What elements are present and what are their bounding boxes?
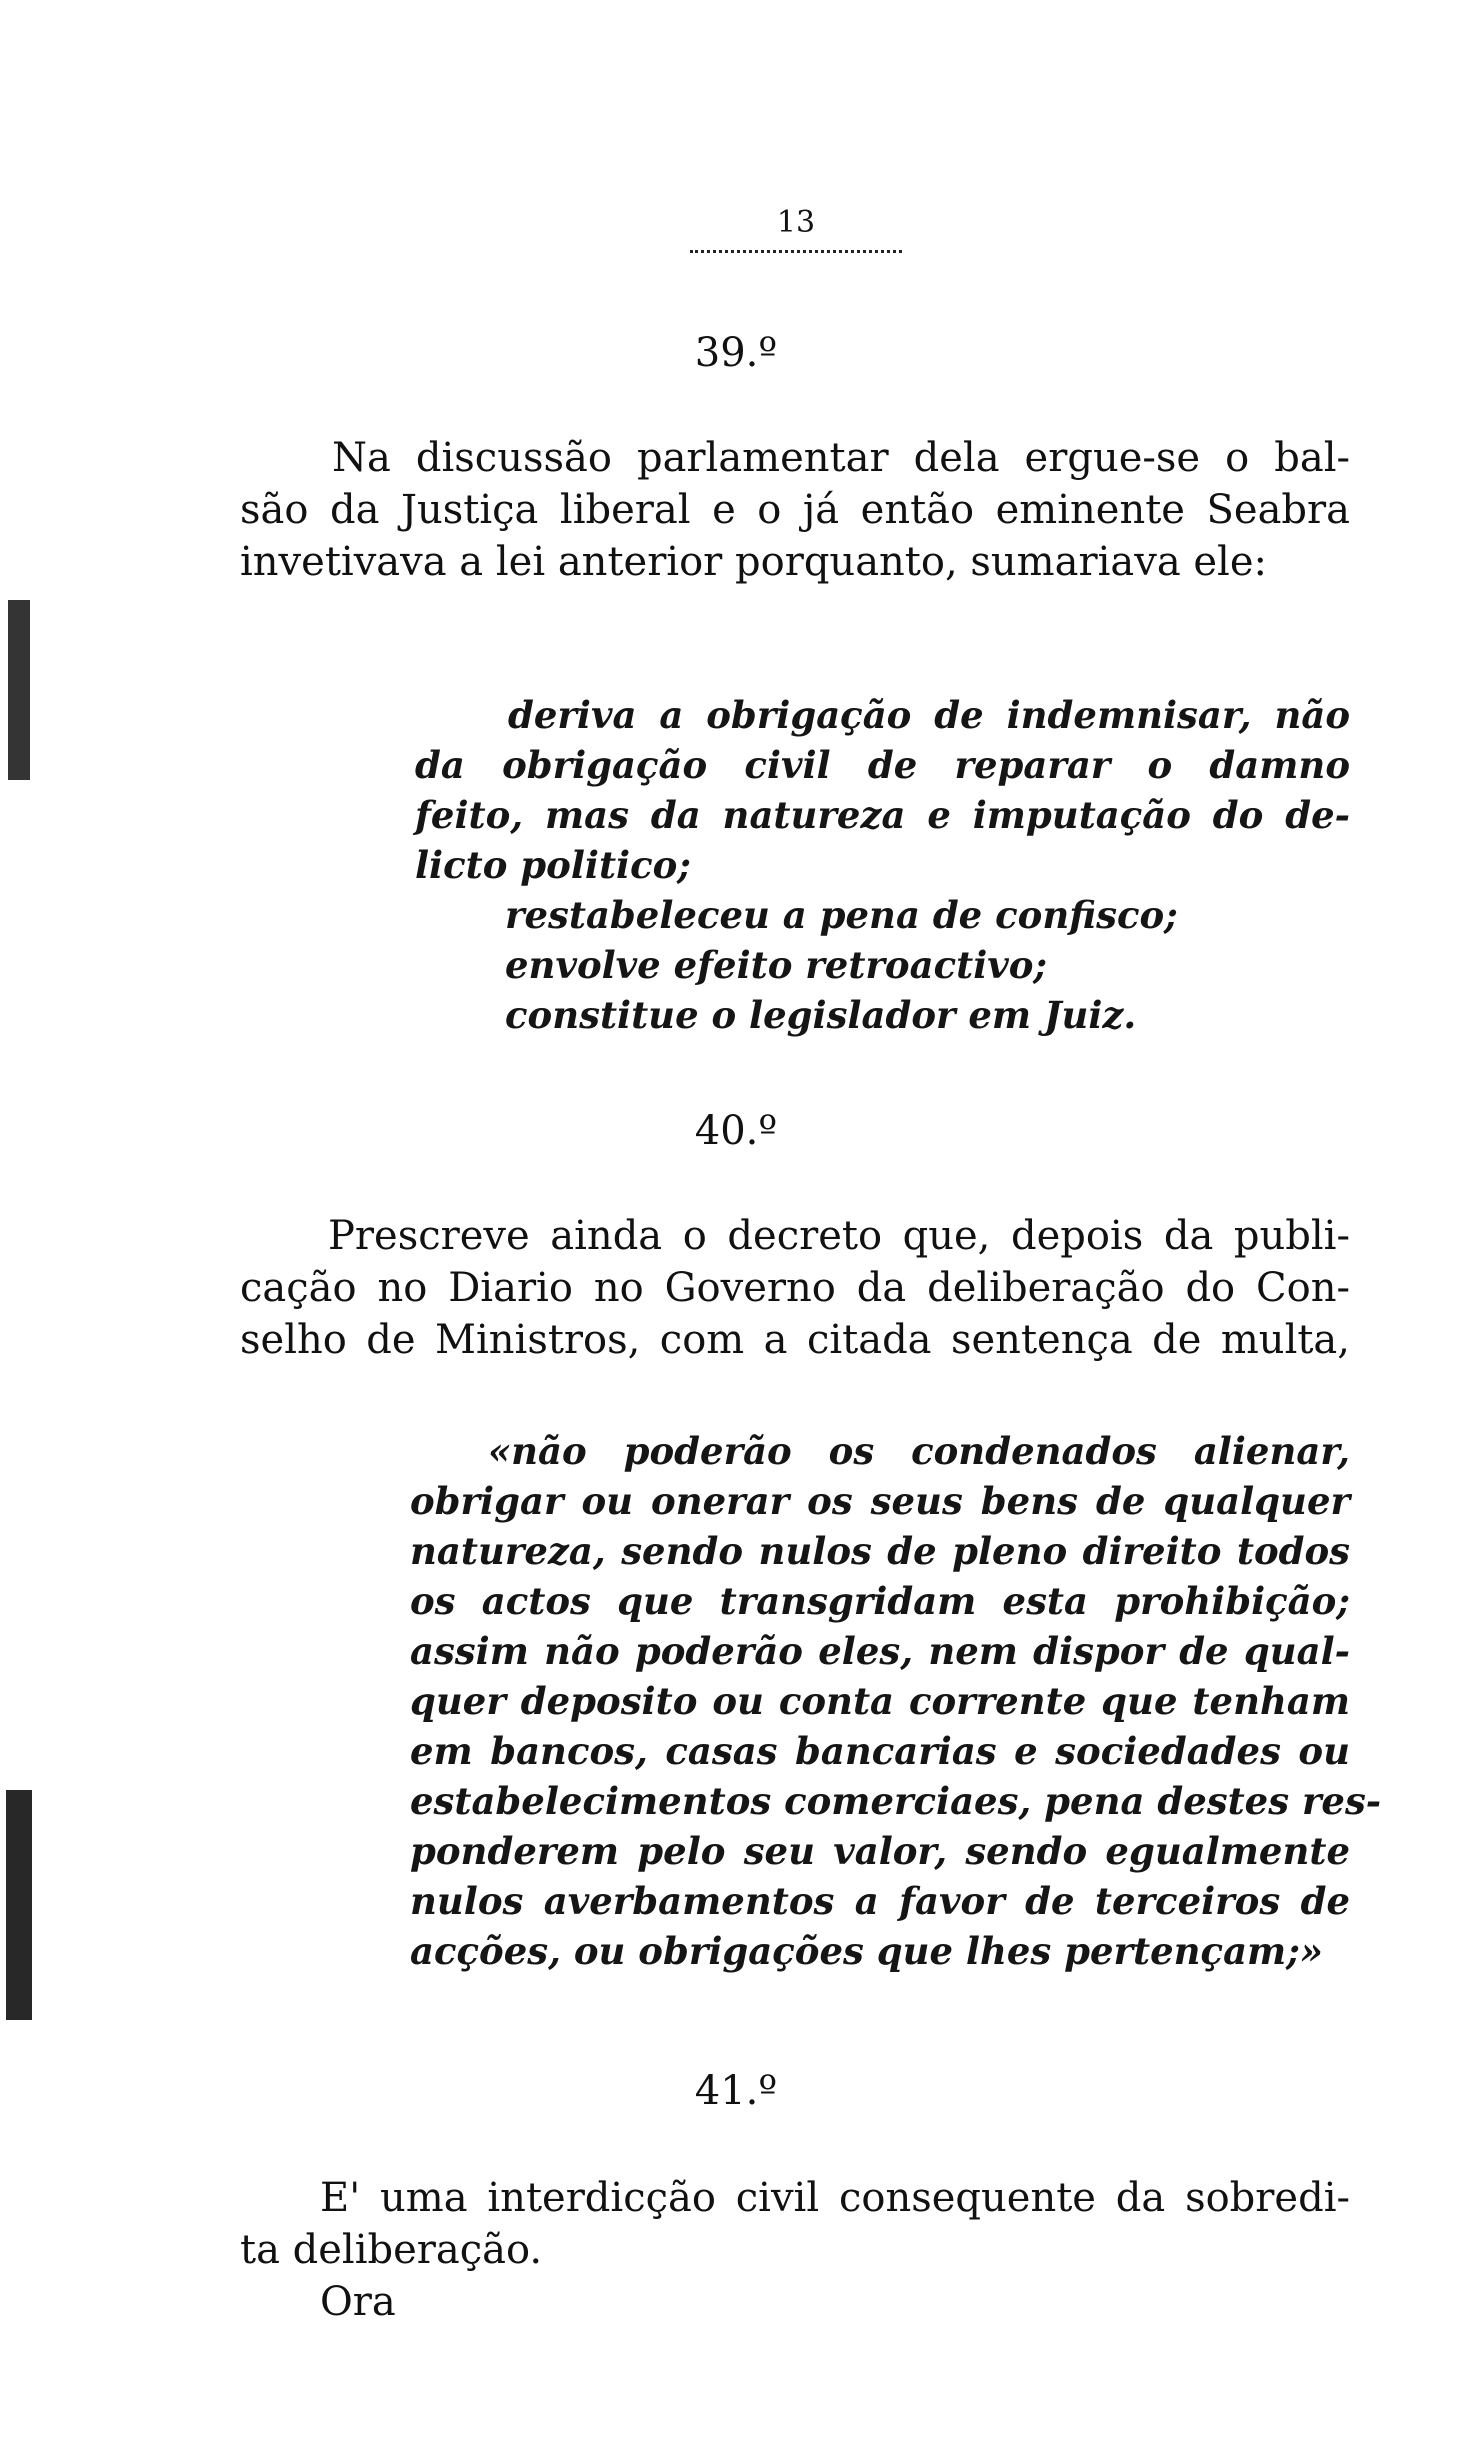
quote-line: feito, mas da natureza e imputação do de- <box>415 793 1350 837</box>
text-line: ta deliberação. <box>240 2227 543 2273</box>
text-line: cação no Diario no Governo da deliberação do Con- <box>240 1265 1350 1311</box>
quote-line: assim não poderão eles, nem dispor de qual- <box>410 1629 1350 1673</box>
text-line: Prescreve ainda o decreto que, depois da publi- <box>328 1213 1350 1259</box>
text-line: Na discussão parlamentar dela ergue-se o bal- <box>332 435 1350 481</box>
article-40-paragraph <box>240 1210 1350 1366</box>
article-40-quote <box>410 1426 1382 1976</box>
article-39-paragraph <box>240 432 1350 588</box>
quote-line: «não poderão os condenados alienar, <box>488 1429 1350 1473</box>
page-number: 13 <box>776 205 816 240</box>
quote-line: acções, ou obrigações que lhes pertençam;» <box>410 1929 1323 1973</box>
quote-line: natureza, sendo nulos de pleno direito todos <box>410 1529 1350 1573</box>
quote-line: licto politico; <box>415 843 691 887</box>
quote-line: obrigar ou onerar os seus bens de qualquer <box>410 1479 1350 1523</box>
quote-line: em bancos, casas bancarias e sociedades ou <box>410 1729 1350 1773</box>
quote-line: nulos averbamentos a favor de terceiros de <box>410 1879 1350 1923</box>
scan-artifact <box>6 1790 32 2020</box>
text-line: são da Justiça liberal e o já então eminente Seabra <box>240 487 1350 533</box>
quote-line: deriva a obrigação de indemnisar, não <box>508 693 1350 737</box>
quote-line: restabeleceu a pena de confisco; <box>505 893 1178 937</box>
quote-line: da obrigação civil de reparar o damno <box>415 743 1350 787</box>
article-number-39: 39.º <box>694 330 778 376</box>
article-number-40: 40.º <box>694 1108 778 1154</box>
quote-line: quer deposito ou conta corrente que tenham <box>410 1679 1350 1723</box>
quote-line: os actos que transgridam esta prohibição; <box>410 1579 1350 1623</box>
scan-artifact <box>8 600 30 780</box>
article-number-41: 41.º <box>694 2068 778 2114</box>
folio-rule <box>690 250 902 253</box>
text-line: Ora <box>320 2279 396 2325</box>
text-line: E' uma interdicção civil consequente da sobredi- <box>320 2175 1350 2221</box>
quote-line: constitue o legislador em Juiz. <box>505 993 1137 1037</box>
text-line: invetivava a lei anterior porquanto, sumariava ele: <box>240 539 1267 585</box>
article-39-quote <box>415 690 1350 1040</box>
text-line: selho de Ministros, com a citada sentença de multa, <box>240 1317 1350 1363</box>
quote-line: envolve efeito retroactivo; <box>505 943 1048 987</box>
quote-line: ponderem pelo seu valor, sendo egualmente <box>410 1829 1350 1873</box>
article-41-paragraph <box>240 2172 1350 2328</box>
quote-line: estabelecimentos comerciaes, pena destes res- <box>410 1779 1382 1823</box>
